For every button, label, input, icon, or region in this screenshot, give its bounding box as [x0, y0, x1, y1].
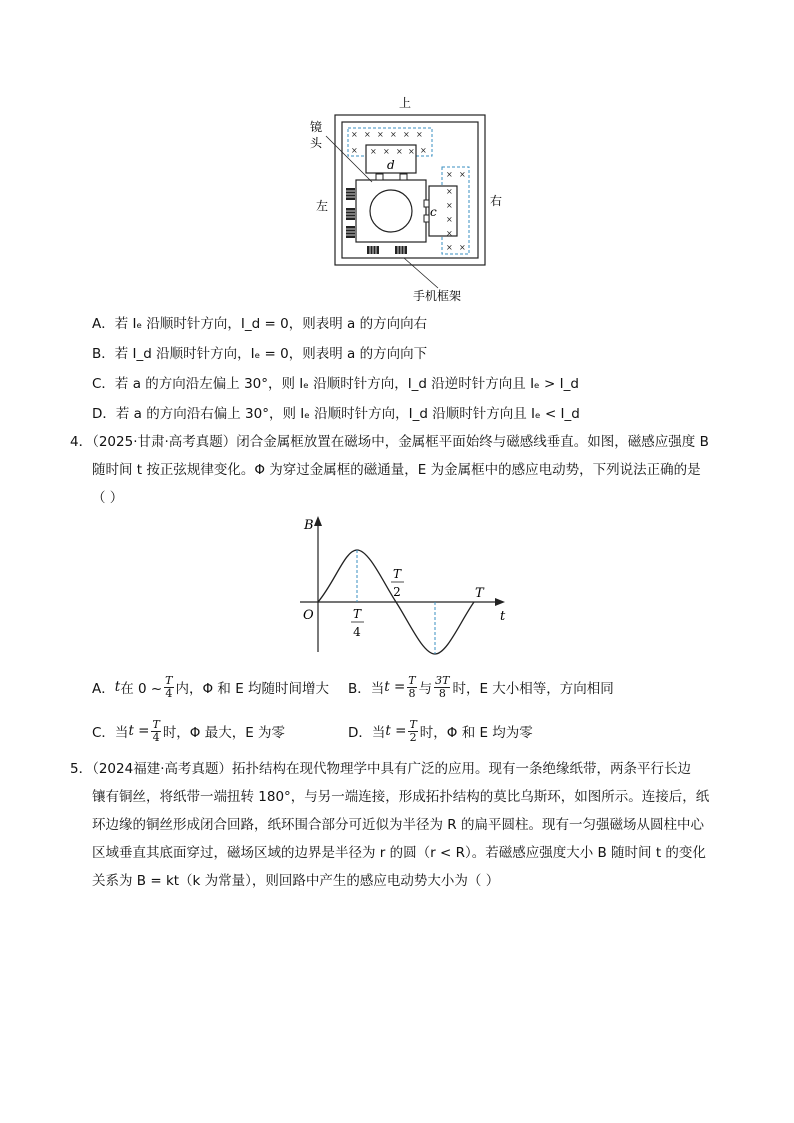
q5-text-5: 关系为 B = kt（k 为常量），则回路中产生的感应电动势大小为（ ）	[92, 873, 500, 889]
q4-paren: （ ）	[92, 490, 124, 506]
phone-frame-figure	[300, 90, 510, 305]
svg-text:×: ×	[370, 147, 377, 156]
q4-sine-graph	[295, 512, 515, 662]
q3-option-d: D．若 a 的方向沿右偏上 30°，则 Iₑ 沿顺时针方向，I_d 沿顺时针方向且 Iₑ < I_d	[92, 406, 580, 422]
svg-text:×: ×	[446, 243, 453, 252]
svg-text:×: ×	[396, 147, 403, 156]
period-label: T	[475, 586, 484, 601]
svg-text:×: ×	[416, 130, 423, 139]
label-left: 左	[316, 199, 329, 213]
q4-text-2: 随时间 t 按正弦规律变化。Φ 为穿过金属框的磁通量，E 为金属框中的感应电动势，下列说法正确的是	[92, 462, 701, 478]
label-right: 右	[490, 194, 503, 208]
q5-text-4: 区域垂直其底面穿过，磁场区域的边界是半径为 r 的圆（r < R）。若磁感应强度大小 B 随时间 t 的变化	[92, 845, 706, 861]
q5-text-2: 镶有铜丝，将纸带一端扭转 180°，与另一端连接，形成拓扑结构的莫比乌斯环，如图所示。连接后，纸	[92, 789, 710, 805]
q5-text-3: 环边缘的铜丝形成闭合回路，纸环围合部分可近似为半径为 R 的扁平圆柱。现有一匀强磁场从圆柱中心	[92, 817, 704, 833]
label-top: 上	[398, 96, 412, 110]
quarter-period-num: T	[352, 607, 362, 621]
q3-option-b: B．若 I_d 沿顺时针方向，Iₑ = 0，则表明 a 的方向向下	[92, 346, 428, 362]
q3-option-a: A．若 Iₑ 沿顺时针方向，I_d = 0，则表明 a 的方向向右	[92, 316, 428, 332]
svg-text:×: ×	[351, 130, 358, 139]
half-period-den: 2	[393, 585, 401, 599]
svg-text:×: ×	[420, 146, 427, 155]
svg-text:×: ×	[446, 229, 453, 238]
svg-text:×: ×	[459, 170, 466, 179]
q4-option-b: B．当 t = $\frac{T}{8}$ 与 3T 8 时，E 大小相等，方向相同	[348, 673, 614, 700]
q4-line-1	[70, 432, 709, 452]
x-axis-label: t	[500, 609, 506, 624]
svg-text:×: ×	[446, 201, 453, 210]
q5-source: （2024福建·高考真题）	[92, 761, 232, 777]
svg-text:×: ×	[459, 243, 466, 252]
q3-option-c: C．若 a 的方向沿左偏上 30°，则 Iₑ 沿顺时针方向，I_d 沿逆时针方向且 Iₑ > I_d	[92, 376, 579, 392]
svg-text:×: ×	[383, 147, 390, 156]
q5-line-1	[70, 759, 691, 779]
q4-number: 4．	[70, 434, 93, 450]
label-coil-c: c	[430, 205, 437, 219]
label-phone-frame: 手机框架	[413, 289, 462, 303]
label-lens-2: 头	[310, 136, 323, 150]
svg-text:×: ×	[390, 130, 397, 139]
svg-text:×: ×	[408, 147, 415, 156]
q5-text-1: 拓扑结构在现代物理学中具有广泛的应用。现有一条绝缘纸带，两条平行长边	[232, 761, 691, 777]
y-axis-label: B	[304, 518, 314, 533]
svg-text:×: ×	[446, 215, 453, 224]
svg-text:×: ×	[364, 130, 371, 139]
svg-text:×: ×	[446, 187, 453, 196]
quarter-period-den: 4	[353, 625, 361, 639]
svg-text:×: ×	[351, 146, 358, 155]
label-lens-1: 镜	[310, 120, 323, 134]
origin-label: O	[303, 608, 314, 623]
q5-number: 5．	[70, 761, 93, 777]
q4-text-1: 闭合金属框放置在磁场中，金属框平面始终与磁感线垂直。如图，磁感应强度 B	[236, 434, 709, 450]
q4-option-c: C．当 t = $\frac{T}{4}$ 时，Φ 最大，E 为零	[92, 717, 286, 744]
svg-text:×: ×	[377, 130, 384, 139]
half-period-num: T	[392, 567, 402, 581]
q4-option-a: A． t 在 0 ~ T 4 内，Φ 和 E 均随时间增大	[92, 673, 330, 700]
label-coil-d: d	[387, 158, 395, 172]
svg-text:×: ×	[446, 170, 453, 179]
svg-text:×: ×	[403, 130, 410, 139]
q4-option-d: D．当 t = $\frac{T}{2}$ 时，Φ 和 E 均为零	[348, 717, 533, 744]
q4-source: （2025·甘肃·高考真题）	[92, 434, 237, 450]
